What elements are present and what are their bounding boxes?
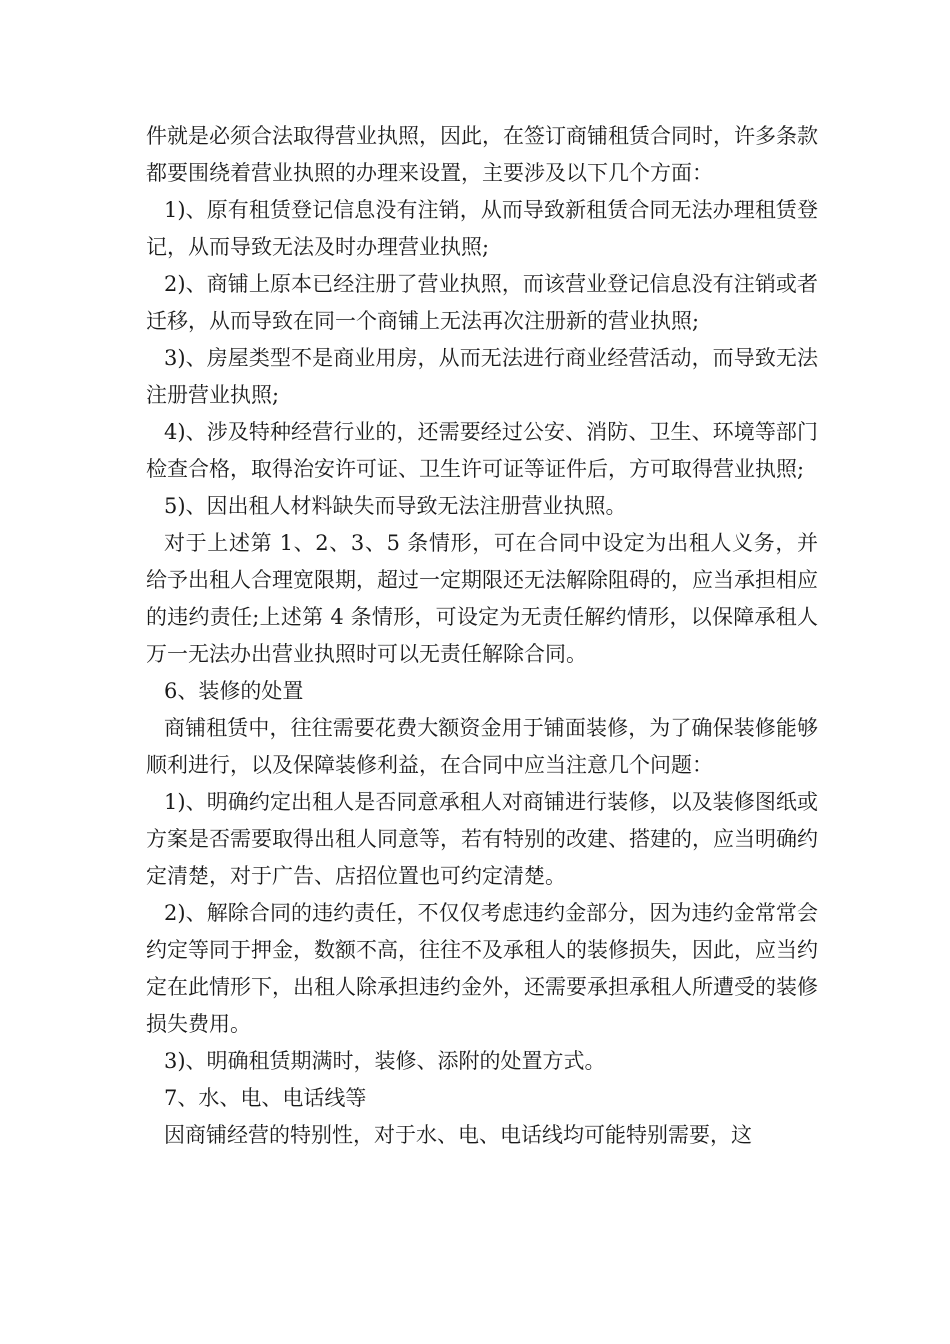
paragraph-continuation: 件就是必须合法取得营业执照，因此，在签订商铺租赁合同时，许多条款都要围绕着营业执照的办理来设置，主要涉及以下几个方面： xyxy=(146,124,818,185)
paragraph-item-4: 4)、涉及特种经营行业的，还需要经过公安、消防、卫生、环境等部门检查合格，取得治安许可证、卫生许可证等证件后，方可取得营业执照; xyxy=(146,420,818,481)
document-body xyxy=(146,118,818,1154)
paragraph-item-1: 1)、原有租赁登记信息没有注销，从而导致新租赁合同无法办理租赁登记，从而导致无法及时办理营业执照; xyxy=(146,198,818,259)
paragraph-item-2: 2)、商铺上原本已经注册了营业执照，而该营业登记信息没有注销或者迁移，从而导致在同一个商铺上无法再次注册新的营业执照; xyxy=(146,272,818,333)
paragraph-item-3: 3)、房屋类型不是商业用房，从而无法进行商业经营活动，而导致无法注册营业执照; xyxy=(146,346,818,407)
paragraph-renovation-intro: 商铺租赁中，往往需要花费大额资金用于铺面装修，为了确保装修能够顺利进行，以及保障装修利益，在合同中应当注意几个问题： xyxy=(146,716,818,777)
paragraph-renovation-2: 2)、解除合同的违约责任，不仅仅考虑违约金部分，因为违约金常常会约定等同于押金，数额不高，往往不及承租人的装修损失，因此，应当约定在此情形下，出租人除承担违约金外，还需要承担承租人所遭受的装修损失费用。 xyxy=(146,901,818,1036)
section-heading-7: 7、水、电、电话线等 xyxy=(164,1086,367,1110)
paragraph-utilities: 因商铺经营的特别性，对于水、电、电话线均可能特别需要，这 xyxy=(164,1123,752,1147)
paragraph-item-5: 5)、因出租人材料缺失而导致无法注册营业执照。 xyxy=(164,494,627,518)
paragraph-summary: 对于上述第 1、2、3、5 条情形，可在合同中设定为出租人义务，并给予出租人合理宽限期，超过一定期限还无法解除阻碍的，应当承担相应的违约责任;上述第 4 条情形，可设定为无责任解约情形，以保障承租人万一无法办出营业执照时可以无责任解除合同。 xyxy=(146,531,818,666)
paragraph-renovation-1: 1)、明确约定出租人是否同意承租人对商铺进行装修，以及装修图纸或方案是否需要取得出租人同意等，若有特别的改建、搭建的，应当明确约定清楚，对于广告、店招位置也可约定清楚。 xyxy=(146,790,818,888)
section-heading-6: 6、装修的处置 xyxy=(164,679,304,703)
paragraph-renovation-3: 3)、明确租赁期满时，装修、添附的处置方式。 xyxy=(164,1049,606,1073)
